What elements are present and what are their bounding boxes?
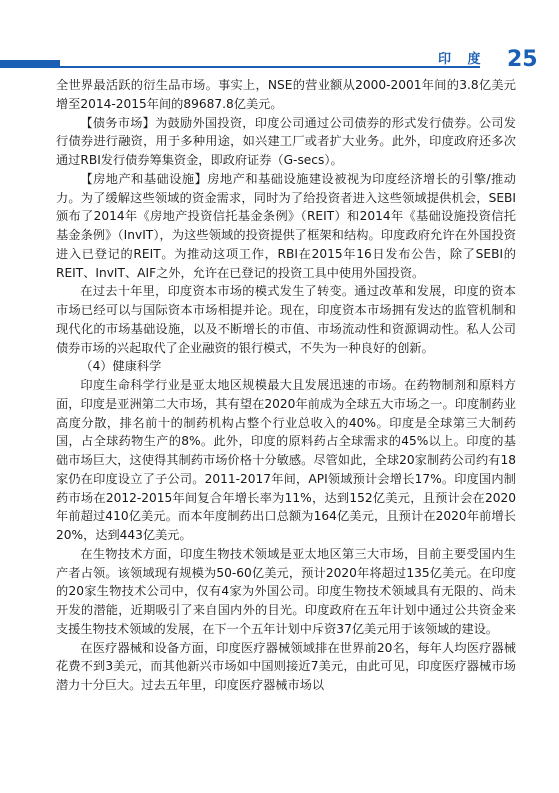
paragraph-medical-devices: 在医疗器械和设备方面，印度医疗器械领域排在世界前20名，每年人均医疗器械花费不到3美元，而其他新兴市场如中国则接近7美元，由此可见，印度医疗器械市场潜力十分巨大。过去五年里，印度医疗器械市场以 — [56, 640, 516, 692]
page-body — [56, 76, 516, 695]
paragraph-life-sciences: 印度生命科学行业是亚太地区规模最大且发展迅速的市场。在药物制剂和原料方面，印度是亚洲第二大市场，其有望在2020年前成为全球五大市场之一。印度制药业高度分散，排名前十的制药机构占整个行业总收入的40%。印度是全球第三大制药国，占全球药物生产的8%。此外，印度的原料药占全球需求的45%以上。印度的基础市场巨大，这使得其制药市场价格十分敏感。尽管如此，全球20家制药公司约有18家仍在印度设立了子公司。2011-2017年间，API领域预计会增长17%。印度国内制药市场在2012-2015年间复合年增长率为11%，达到152亿美元，且预计会在2020年前超过410亿美元。而本年度制药出口总额为164亿美元，且预计在2020年前增长20%，达到443亿美元。 — [56, 378, 516, 542]
paragraph-capital-market: 在过去十年里，印度资本市场的模式发生了转变。通过改革和发展，印度的资本市场已经可以与国际资本市场相提并论。现在，印度资本市场拥有发达的监管机制和现代化的市场基础设施，以及不断增长的市值、市场流动性和资源调动性。私人公司债券市场的兴起取代了企业融资的银行模式，不失为一种良好的创新。 — [56, 284, 516, 355]
page-number: 25 — [507, 47, 538, 72]
header-rule — [0, 66, 480, 68]
paragraph-debt-market: 【债务市场】为鼓励外国投资，印度公司通过公司债券的形式发行债券。公司发行债券进行融资，用于多种用途，如兴建工厂或者扩大业务。此外，印度政府还多次通过RBI发行债券筹集资金，即政府证券（G-secs）。 — [56, 115, 516, 167]
paragraph-biotech: 在生物技术方面，印度生物技术领域是亚太地区第三大市场，目前主要受国内生产者占领。该领域现有规模为50-60亿美元，预计2020年将超过135亿美元。在印度的20家生物技术公司中，仅有4家为外国公司。印度生物技术领域具有无限的、尚未开发的潜能，近期吸引了来自国内外的目光。印度政府在五年计划中通过公共资金来支援生物技术领域的发展，在下一个五年计划中斥资37亿美元用于该领域的建设。 — [56, 546, 516, 636]
paragraph-real-estate: 【房地产和基础设施】房地产和基础设施建设被视为印度经济增长的引擎/推动力。为了缓解这些领域的资金需求，同时为了给投资者进入这些领域提供机会，SEBI颁布了2014年《房地产投资信托基金条例》（REIT）和2014年《基础设施投资信托基金条例》（InvIT），为这些领域的投资提供了框架和结构。印度政府允许在外国投资进入已登记的REIT。为推动这项工作，RBI在2015年16日发布公告，除了SEBI的REIT、InvIT、AIF之外，允许在已登记的投资工具中使用外国投资。 — [56, 171, 516, 280]
section-title: 印 度 — [438, 52, 487, 67]
subheading-health-science: （4）健康科学 — [80, 359, 162, 374]
paragraph-nse: 全世界最活跃的衍生品市场。事实上，NSE的营业额从2000-2001年间的3.8亿美元增至2014-2015年间的89687.8亿美元。 — [56, 78, 516, 111]
